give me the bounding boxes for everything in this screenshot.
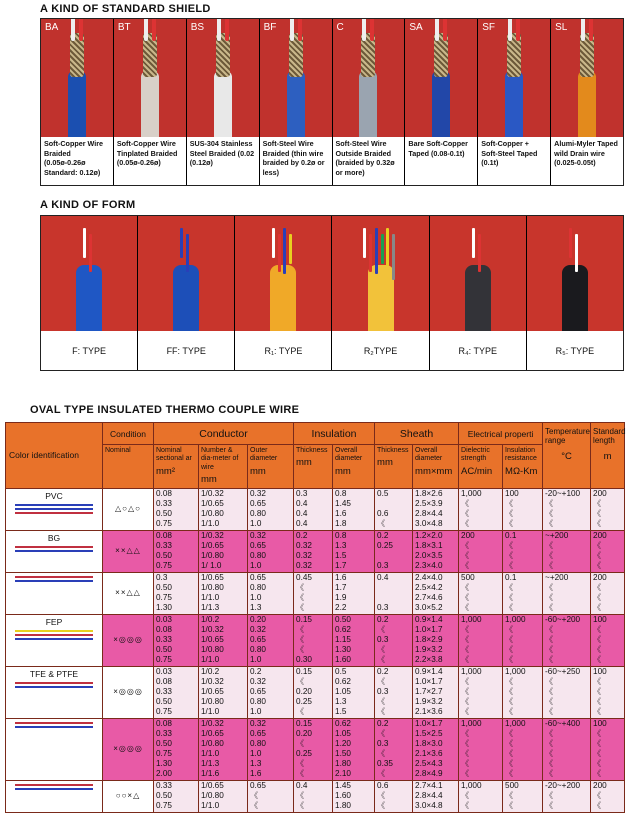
color-stripe	[15, 784, 93, 786]
shield-item	[405, 19, 477, 185]
wire-strand	[386, 228, 389, 266]
form-item	[41, 216, 137, 370]
standard-length-cell: 200 《 《 《	[591, 572, 625, 614]
cable-core	[362, 19, 366, 41]
form-type-label: FF: TYPE	[166, 345, 206, 356]
table-group-row	[6, 666, 625, 718]
insulation-thickness-cell: 0.45 《 《 《	[294, 572, 333, 614]
cable-jacket	[465, 265, 491, 331]
shield-description: Bare Soft-Copper Taped (0.08-0.1t)	[408, 139, 468, 158]
shield-code: SA	[409, 22, 423, 33]
standard-length-cell: 100 《 《 《 《 《	[591, 718, 625, 780]
condition-cell: △○△○	[103, 488, 154, 530]
form-grid	[40, 215, 624, 371]
cable-jacket	[68, 71, 86, 137]
wire-strand	[180, 228, 183, 258]
shield-item	[551, 19, 623, 185]
table-group-row	[6, 572, 625, 614]
header-condition: Condition	[103, 423, 154, 445]
insulation-overall-cell: 0.8 1.3 1.5 1.7	[333, 530, 375, 572]
cable-jacket	[359, 71, 377, 137]
color-stripe	[15, 788, 93, 790]
number-diameter-label: Number & dia-meter of wire	[201, 447, 239, 471]
wire-strand	[89, 234, 92, 272]
shield-item	[41, 19, 113, 185]
color-identification-cell	[6, 718, 103, 780]
form-item	[332, 216, 428, 370]
insulation-overall-label: Overall diameter	[335, 447, 363, 463]
table-group-row	[6, 530, 625, 572]
insulation-resistance-cell: 100 《 《 《	[503, 488, 543, 530]
wire-color-swatch	[15, 682, 93, 688]
color-identification-cell	[6, 666, 103, 718]
table-group-row	[6, 718, 625, 780]
color-stripe	[15, 550, 93, 552]
shield-description: Soft-Copper + Soft-Steel Taped (0.1t)	[481, 139, 538, 168]
color-stripe	[15, 580, 93, 582]
sheath-thickness-label: Thickness	[377, 447, 409, 454]
number-diameter-cell: 1/0.32 1/0.65 1/0.80 1/ 1.0	[199, 530, 248, 572]
outer-diameter-cell: 0.32 0.65 0.80 1.0	[248, 530, 294, 572]
shield-code: BF	[263, 22, 277, 33]
sectional-area-cell: 0.03 0.08 0.33 0.50 0.75	[154, 666, 199, 718]
cable-core	[71, 19, 75, 41]
sheath-overall-label: Overall diameter	[415, 447, 443, 463]
temperature-range-cell: ~+200 《 《 《	[543, 572, 591, 614]
cable-jacket	[578, 71, 596, 137]
wire-strand	[83, 228, 86, 258]
cable-jacket	[432, 71, 450, 137]
insulation-resistance-unit: MΩ-Km	[505, 465, 538, 477]
sheath-thickness-unit: mm	[377, 457, 393, 469]
header-nominal: Nominal	[103, 445, 154, 489]
wire-strand	[381, 234, 384, 264]
sectional-area-unit: mm²	[156, 465, 175, 477]
color-identification-cell	[6, 614, 103, 666]
dielectric-unit: AC/min	[461, 465, 493, 477]
wire-strand	[283, 228, 286, 274]
form-section-title: A KIND OF FORM	[40, 199, 136, 211]
sectional-area-cell: 0.3 0.50 0.75 1.30	[154, 572, 199, 614]
insulation-resistance-cell: 1,000 《 《 《 《 《	[503, 718, 543, 780]
wire-strand	[569, 228, 572, 258]
form-photo	[138, 216, 234, 331]
wire-strand	[363, 228, 366, 258]
wire-color-swatch	[15, 722, 93, 728]
standard-length-cell: 100 《 《 《 《	[591, 614, 625, 666]
insulation-type-name: TFE & PTFE	[29, 668, 79, 679]
dielectric-strength-cell: 1,000 《 《	[459, 780, 503, 812]
color-stripe	[15, 512, 93, 514]
wire-strand	[392, 234, 395, 280]
shield-description: Soft-Steel Wire Braided (thin wire braided by 0.2ø or less)	[262, 139, 325, 178]
cable-jacket	[76, 265, 102, 331]
shield-grid	[40, 18, 624, 186]
header-insulation: Insulation	[294, 423, 375, 445]
shield-item	[260, 19, 332, 185]
header-standard-length	[591, 423, 625, 489]
number-diameter-cell: 1/0.32 1/0.65 1/0.80 1/1.0 1/1.3 1/1.6	[199, 718, 248, 780]
form-photo	[235, 216, 331, 331]
wire-strand	[472, 228, 475, 258]
header-electrical: Electrical properti	[459, 423, 543, 445]
cable-core	[516, 19, 520, 41]
color-stripe	[15, 576, 93, 578]
sectional-area-cell: 0.03 0.08 0.33 0.50 0.75	[154, 614, 199, 666]
shield-section-title: A KIND OF STANDARD SHIELD	[40, 3, 211, 15]
form-type-label: R₄: TYPE	[458, 345, 497, 356]
temperature-range-cell: -60~+200 《 《 《 《	[543, 614, 591, 666]
number-diameter-cell: 1/0.2 1/0.32 1/0.65 1/0.80 1/1.0	[199, 614, 248, 666]
cable-core	[298, 19, 302, 41]
header-sheath: Sheath	[375, 423, 459, 445]
outer-diameter-cell: 0.2 0.32 0.65 0.80 1.0	[248, 666, 294, 718]
shield-photo	[41, 19, 113, 137]
dielectric-strength-cell: 200 《 《 《	[459, 530, 503, 572]
sheath-overall-cell: 2.7×4.1 2.8×4.4 3.0×4.8	[413, 780, 459, 812]
insulation-resistance-cell: 0.1 《 《 《	[503, 530, 543, 572]
form-item	[430, 216, 526, 370]
condition-cell: ×◎◎◎	[103, 614, 154, 666]
shield-photo	[333, 19, 405, 137]
sheath-thickness-cell: 0.6 《 《	[375, 780, 413, 812]
color-identification-cell	[6, 780, 103, 812]
cable-core	[443, 19, 447, 41]
shield-item	[187, 19, 259, 185]
shield-item	[333, 19, 405, 185]
cable-core	[144, 19, 148, 41]
header-outer-diameter	[248, 445, 294, 489]
cable-core	[508, 19, 512, 41]
insulation-overall-cell: 1.6 1.7 1.9 2.2	[333, 572, 375, 614]
shield-item	[114, 19, 186, 185]
shield-photo	[478, 19, 550, 137]
wire-color-swatch	[15, 504, 93, 514]
sheath-overall-cell: 1.2×2.0 1.8×3.1 2.0×3.5 2.3×4.0	[413, 530, 459, 572]
number-diameter-unit: mm	[201, 474, 217, 486]
number-diameter-cell: 1/0.65 1/0.80 1/1.0 1/1.3	[199, 572, 248, 614]
color-stripe	[15, 504, 93, 506]
color-stripe	[15, 686, 93, 688]
shield-description: SUS-304 Stainless Steel Braided (0.02 (0.12ø)	[189, 139, 255, 168]
color-identification-cell	[6, 488, 103, 530]
dielectric-strength-cell: 1,000 《 《 《	[459, 488, 503, 530]
wire-strand	[278, 234, 281, 272]
insulation-resistance-cell: 500 《 《	[503, 780, 543, 812]
sheath-thickness-cell: 0.2 《 0.3 《 0.35 《	[375, 718, 413, 780]
temperature-unit: °C	[561, 451, 572, 462]
dielectric-strength-cell: 1,000 《 《 《 《	[459, 666, 503, 718]
color-stripe	[15, 722, 93, 724]
condition-cell: ○○×△	[103, 780, 154, 812]
sheath-overall-cell: 1.0×1.7 1.5×2.5 1.8×3.0 2.1×3.6 2.5×4.3 2.8×4.9	[413, 718, 459, 780]
sheath-overall-cell: 1.8×2.6 2.5×3.9 2.8×4.4 3.0×4.8	[413, 488, 459, 530]
form-photo	[430, 216, 526, 331]
insulation-type-name: FEP	[45, 616, 63, 627]
table-group-row	[6, 614, 625, 666]
wire-strand	[375, 228, 378, 274]
color-stripe	[15, 638, 93, 640]
shield-code: SF	[482, 22, 496, 33]
form-type-label: R₂TYPE	[363, 345, 398, 356]
shield-code: BA	[45, 22, 59, 33]
sheath-overall-cell: 0.9×1.4 1.0×1.7 1.7×2.7 1.9×3.2 2.1×3.6	[413, 666, 459, 718]
insulation-overall-cell: 0.62 1.05 1.20 1.50 1.80 2.10	[333, 718, 375, 780]
sheath-overall-unit: mm×mm	[415, 465, 453, 477]
insulation-thickness-cell: 0.3 0.4 0.4 0.4	[294, 488, 333, 530]
color-stripe	[15, 508, 93, 510]
header-color-identification: Color identification	[6, 423, 103, 489]
wire-color-swatch	[15, 630, 93, 640]
shield-photo	[114, 19, 186, 137]
color-stripe	[15, 630, 93, 632]
cable-core	[152, 19, 156, 41]
outer-diameter-label: Outer diameter	[250, 447, 278, 463]
header-sectional-area	[154, 445, 199, 489]
header-temperature	[543, 423, 591, 489]
sheath-thickness-cell: 0.2 《 0.3 《 《	[375, 614, 413, 666]
wire-color-swatch	[15, 576, 93, 582]
standard-length-cell: 200 《 《	[591, 780, 625, 812]
color-identification-cell	[6, 572, 103, 614]
form-photo	[41, 216, 137, 331]
shield-description: Alumi-Myler Taped wild Drain wire (0.025-0.05t)	[554, 139, 618, 168]
insulation-type-name: PVC	[45, 490, 63, 501]
sectional-area-cell: 0.08 0.33 0.50 0.75	[154, 530, 199, 572]
condition-cell: ××△△	[103, 530, 154, 572]
shield-photo	[405, 19, 477, 137]
header-conductor: Conductor	[154, 423, 294, 445]
insulation-resistance-cell: 1,000 《 《 《 《	[503, 666, 543, 718]
color-stripe	[15, 546, 93, 548]
cable-jacket	[214, 71, 232, 137]
shield-description: Soft-Steel Wire Outside Braided (braided by 0.32ø or more)	[335, 139, 395, 178]
insulation-resistance-cell: 0.1 《 《 《	[503, 572, 543, 614]
wire-strand	[289, 234, 292, 264]
insulation-resistance-cell: 1,000 《 《 《 《	[503, 614, 543, 666]
temperature-range-cell: -20~+100 《 《 《	[543, 488, 591, 530]
insulation-overall-cell: 0.5 0.62 1.05 1.3 1.5	[333, 666, 375, 718]
length-unit: m	[603, 451, 612, 462]
form-type-label: F: TYPE	[72, 345, 106, 356]
cable-core	[225, 19, 229, 41]
number-diameter-cell: 1/0.65 1/0.80 1/1.0	[199, 780, 248, 812]
color-stripe	[15, 634, 93, 636]
standard-length-cell: 200 《 《 《	[591, 530, 625, 572]
standard-length-label: Standard length	[593, 427, 626, 445]
insulation-thickness-cell: 0.15 《 《 《 0.30	[294, 614, 333, 666]
cable-jacket	[173, 265, 199, 331]
temperature-range-cell: ~+200 《 《 《	[543, 530, 591, 572]
header-dielectric	[459, 445, 503, 489]
header-number-diameter	[199, 445, 248, 489]
spec-table	[5, 422, 625, 813]
form-type-label: R₅: TYPE	[555, 345, 595, 356]
outer-diameter-cell: 0.32 0.65 0.80 1.0	[248, 488, 294, 530]
cable-core	[370, 19, 374, 41]
dielectric-strength-cell: 1,000 《 《 《 《	[459, 614, 503, 666]
cable-core	[581, 19, 585, 41]
cable-jacket	[287, 71, 305, 137]
outer-diameter-cell: 0.32 0.65 0.80 1.0 1.3 1.6	[248, 718, 294, 780]
condition-cell: ×◎◎◎	[103, 718, 154, 780]
cable-core	[435, 19, 439, 41]
wire-strand	[369, 234, 372, 272]
insulation-resistance-label: Insulation resistance	[505, 447, 537, 463]
temperature-range-cell: -60~+400 《 《 《 《 《	[543, 718, 591, 780]
form-item	[235, 216, 331, 370]
shield-code: BT	[117, 22, 131, 33]
insulation-overall-cell: 1.45 1.60 1.80	[333, 780, 375, 812]
color-stripe	[15, 682, 93, 684]
wire-strand	[186, 234, 189, 272]
cable-core	[290, 19, 294, 41]
insulation-overall-cell: 0.50 0.62 1.15 1.30 1.60	[333, 614, 375, 666]
shield-code: BS	[190, 22, 205, 33]
insulation-overall-cell: 0.8 1.45 1.6 1.8	[333, 488, 375, 530]
condition-cell: ×◎◎◎	[103, 666, 154, 718]
cable-core	[217, 19, 221, 41]
wire-strand	[272, 228, 275, 258]
shield-photo	[187, 19, 259, 137]
sheath-thickness-cell: 0.4 0.3	[375, 572, 413, 614]
temperature-range-cell: -20~+200 《 《	[543, 780, 591, 812]
color-stripe	[15, 726, 93, 728]
insulation-thickness-cell: 0.15 《 0.20 0.25 《	[294, 666, 333, 718]
sectional-area-cell: 0.08 0.33 0.50 0.75	[154, 488, 199, 530]
insulation-thickness-cell: 0.4 《 《	[294, 780, 333, 812]
sectional-area-cell: 0.33 0.50 0.75	[154, 780, 199, 812]
shield-item	[478, 19, 550, 185]
sheath-thickness-cell: 0.2 0.25 0.3	[375, 530, 413, 572]
standard-length-cell: 200 《 《 《	[591, 488, 625, 530]
insulation-thickness-unit: mm	[296, 457, 312, 469]
color-identification-cell	[6, 530, 103, 572]
dielectric-label: Dielectric strength	[461, 447, 490, 463]
cable-jacket	[368, 265, 394, 331]
header-insulation-thickness	[294, 445, 333, 489]
shield-photo	[551, 19, 623, 137]
table-group-row	[6, 780, 625, 812]
sheath-overall-cell: 2.4×4.0 2.5×4.2 2.7×4.6 3.0×5.2	[413, 572, 459, 614]
standard-length-cell: 100 《 《 《 《	[591, 666, 625, 718]
outer-diameter-cell: 0.65 《 《	[248, 780, 294, 812]
temperature-label: Temperature range	[545, 427, 590, 445]
form-photo	[332, 216, 428, 331]
outer-diameter-cell: 0.20 0.32 0.65 0.80 1.0	[248, 614, 294, 666]
cable-core	[79, 19, 83, 41]
temperature-range-cell: -60~+250 《 《 《 《	[543, 666, 591, 718]
number-diameter-cell: 1/0.32 1/0.65 1/0.80 1/1.0	[199, 488, 248, 530]
cable-core	[589, 19, 593, 41]
form-item	[138, 216, 234, 370]
dielectric-strength-cell: 1,000 《 《 《 《 《	[459, 718, 503, 780]
cable-jacket	[141, 71, 159, 137]
header-insulation-overall	[333, 445, 375, 489]
shield-photo	[260, 19, 332, 137]
wire-strand	[478, 234, 481, 272]
form-type-label: R₁: TYPE	[264, 345, 303, 356]
condition-cell: ××△△	[103, 572, 154, 614]
wire-color-swatch	[15, 784, 93, 790]
insulation-thickness-cell: 0.2 0.32 0.32 0.32	[294, 530, 333, 572]
header-sheath-thickness	[375, 445, 413, 489]
cable-jacket	[562, 265, 588, 331]
dielectric-strength-cell: 500 《 《 《	[459, 572, 503, 614]
header-insulation-resistance	[503, 445, 543, 489]
insulation-thickness-cell: 0.15 0.20 《 0.25 《 《	[294, 718, 333, 780]
shield-code: C	[336, 22, 344, 33]
insulation-type-name: BG	[47, 532, 61, 543]
sectional-area-label: Nominal sectional ar	[156, 447, 192, 463]
cable-jacket	[270, 265, 296, 331]
header-sheath-overall	[413, 445, 459, 489]
form-photo	[527, 216, 623, 331]
spec-table-wrapper	[5, 422, 624, 813]
outer-diameter-cell: 0.65 0.80 1.0 1.3	[248, 572, 294, 614]
sheath-thickness-cell: 0.5 0.6 《	[375, 488, 413, 530]
sheath-overall-cell: 0.9×1.4 1.0×1.7 1.8×2.9 1.9×3.2 2.2×3.8	[413, 614, 459, 666]
shield-description: Soft-Copper Wire Tinplated Braided (0.05ø-0.26ø)	[116, 139, 178, 168]
insulation-overall-unit: mm	[335, 465, 351, 477]
insulation-thickness-label: Thickness	[296, 447, 328, 454]
shield-description: Soft-Copper Wire Braided (0.05ø-0.26ø Standard: 0.12ø)	[44, 139, 104, 178]
sheath-thickness-cell: 0.2 《 0.3 《 《	[375, 666, 413, 718]
spec-table-body	[6, 488, 625, 812]
shield-code: SL	[555, 22, 568, 33]
outer-diameter-unit: mm	[250, 465, 266, 477]
table-title: OVAL TYPE INSULATED THERMO COUPLE WIRE	[30, 404, 300, 416]
sectional-area-cell: 0.08 0.33 0.50 0.75 1.30 2.00	[154, 718, 199, 780]
wire-color-swatch	[15, 546, 93, 552]
form-item	[527, 216, 623, 370]
wire-strand	[575, 234, 578, 272]
table-group-row	[6, 488, 625, 530]
number-diameter-cell: 1/0.2 1/0.32 1/0.65 1/0.80 1/1.0	[199, 666, 248, 718]
cable-jacket	[505, 71, 523, 137]
